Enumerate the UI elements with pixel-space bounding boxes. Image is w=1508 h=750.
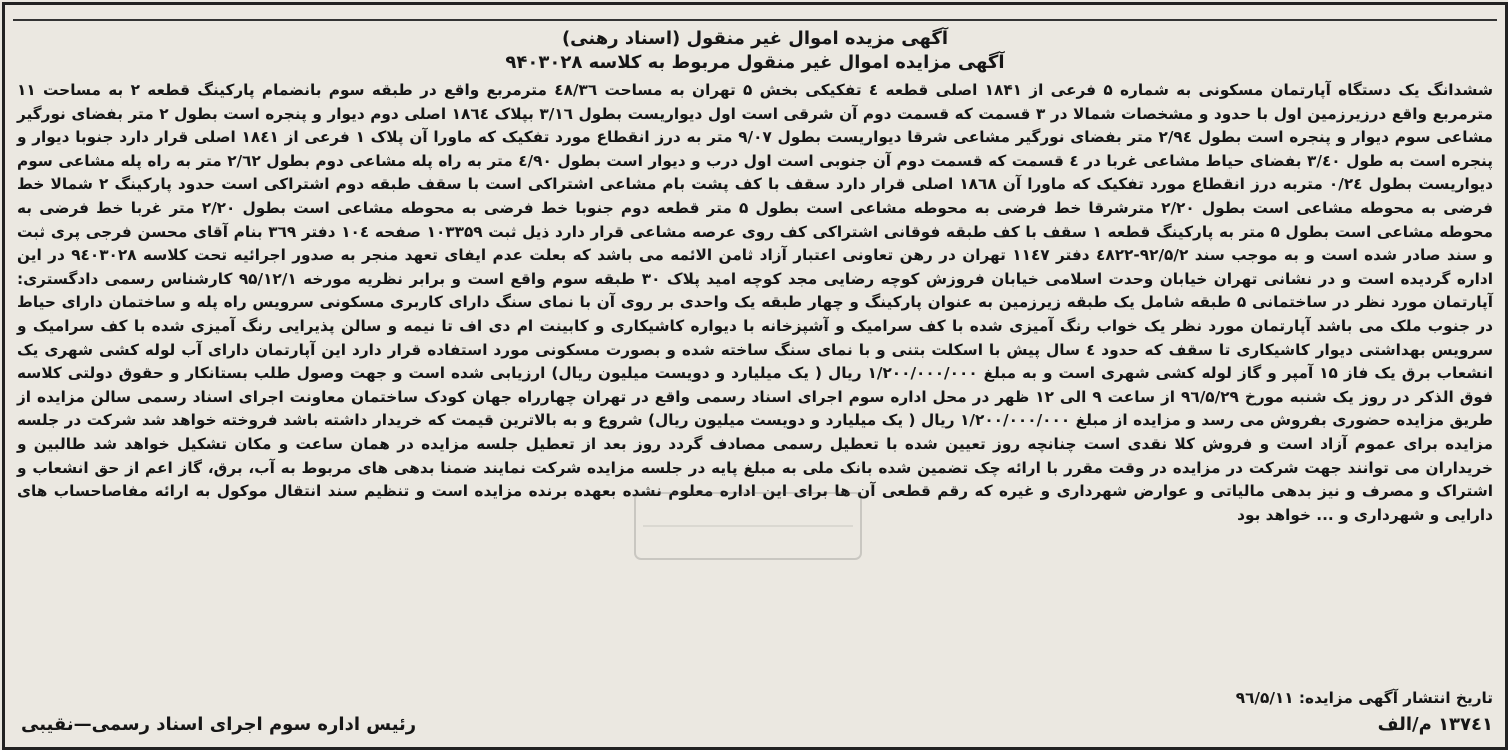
notice-body	[13, 19, 1497, 741]
notice-footer	[13, 689, 1497, 735]
notice-subtitle: آگهی مزایده اموال غیر منقول مربوط به کلاسه ۹۴۰۳۰۲۸	[505, 52, 1005, 73]
notice-paragraph: ششدانگ یک دستگاه آپارتمان مسکونی به شماره ۵ فرعی از ۱۸۴۱ اصلی قطعه ٤ تفکیکی بخش ۵ تهران به مساحت ٤۸/۳٦ مترمربع واقع در طبقه سوم بانضمام پارکینگ قطعه ۲ به مساحت ۱۱ مترمربع واقع درزیرزمین اول با حدود و مشخصات شمالا در ۳ قسمت که قسمت دوم آن شرقی است اول دیواریست بطول ۳/۱٦ بپلاک ۱۸٦٤ اصلی دوم دیوار و پنجره است بطول ۲ متر بفضای نورگیر مشاعی سوم دیوار و پنجره است بطول ۲/۹٤ متر بفضای نورگیر مشاعی شرقا دیواریست بطول ۹/۰۷ متر به درز انقطاع مورد تفکیک که ماورا آن پلاک ۱ فرعی از ۱۸٤۱ اصلی قرار دارد جنوبا دیوار و پنجره است به طول ۳/٤۰ بفضای حیاط مشاعی غربا در ٤ قسمت که قسمت دوم آن جنوبی است اول درب و دیوار است بطول ٤/۹۰ متر به راه پله مشاعی دوم بطول ۲/٦۲ متر به راه پله مشاعی سوم دیواریست بطول ۰/۲٤ متربه درز انقطاع مورد تفکیک که ماورا آن ۱۸٦۸ اصلی قرار دارد سقف با کف پشت بام مشاعی اشتراکی است با سقف طبقه دوم اشتراکی است حدود پارکینگ ۲ شمالا خط فرضی به محوطه مشاعی است بطول ۲/۲۰ مترشرقا خط فرضی به محوطه مشاعی است بطول ۵ متر قطعه دوم جنوبا خط فرضی به محوطه مشاعی است بطول ۲/۲۰ متر غربا خط فرضی به محوطه مشاعی است بطول ۵ متر به پارکینگ قطعه ۱ سقف با کف طبقه فوقانی اشتراکی کف روی عرصه مشاعی قرار دارد ذیل ثبت ۱۰۳۳۵۹ صفحه ۱۰٤ دفتر ۳٦۹ بنام آقای محسن فرجی پری ثبت و سند صادر شده است و به موجب سند ۹۲/۵/۲-٤۸۲۲ دفتر ۱۱٤۷ تهران در رهن تعاونی اعتبار آزاد ثامن الائمه می باشد که بعلت عدم ایفای تعهد منجر به صدور اجرائیه تحت کلاسه ۹٤۰۳۰۲۸ در این اداره گردیده است و در نشانی تهران خیابان وحدت اسلامی خیابان فروزش کوچه رضایی مجد کوچه امید پلاک ۳۰ طبقه سوم واقع است و برابر نظریه مورخه ۹۵/۱۲/۱ کارشناس رسمی دادگستری: آپارتمان مورد نظر در ساختمانی ۵ طبقه شامل یک طبقه زیرزمین به عنوان پارکینگ و چهار طبقه یک واحدی بر روی آن با نمای سنگ دارای کاربری مسکونی سرویس راه پله و ساختمان دارای حیاط در جنوب ملک می باشد آپارتمان مورد نظر یک خواب رنگ آمیزی شده با کف سرامیک و آشپزخانه با دیواره کاشیکاری و کابینت ام دی اف تا نیمه و سالن پذیرایی رنگ آمیزی شده با کف سرامیک و سرویس بهداشتی دیوار کاشیکاری تا سقف که حدود ٤ سال پیش با اسکلت بتنی و با نمای سنگ ساخته شده و بصورت مسکونی مورد استفاده قرار دارد این آپارتمان دارای آب لوله کشی شهری یک انشعاب برق یک فاز ۱۵ آمپر و گاز لوله کشی شهری است و به مبلغ ۱/۲۰۰/۰۰۰/۰۰۰ ریال ( یک میلیارد و دویست میلیون ریال) ارزیابی شده است و جهت وصول طلب بستانکار و حقوق دولتی کلاسه فوق الذکر در روز یک شنبه مورخ ۹٦/۵/۲۹ از ساعت ۹ الی ۱۲ ظهر در محل اداره سوم اجرای اسناد رسمی واقع در تهران چهارراه جهان کودک ساختمان معاونت اجرای اسناد رسمی سالن مزایده از طریق مزایده حضوری بفروش می رسد و مزایده از مبلغ ۱/۲۰۰/۰۰۰/۰۰۰ ریال ( یک میلیارد و دویست میلیون ریال) شروع و به بالاترین قیمت که خریدار داشته باشد فروخته خواهد شد شرکت در جلسه مزایده برای عموم آزاد است و فروش کلا نقدی است چنانچه روز تعیین شده با تعطیل رسمی مصادف گردد روز بعد از تعطیل جلسه مزایده در همان ساعت و مکان تشکیل خواهد شد طالبین و خریداران می توانند جهت شرکت در مزایده در وقت مقرر با ارائه چک تضمین شده بانک ملی به مبلغ پایه در جلسه مزایده شرکت نمایند ضمنا بدهی های مربوط به آب، برق، گاز اعم از حق انشعاب و اشتراک و مصرف و نیز بدهی مالیاتی و عوارض شهرداری و غیره که رقم قطعی آن ها برای این اداره معلوم نشده بعهده برنده مزایده است و تنظیم سند انتقال موکول به ارائه مفاصاحساب های دارایی و شهرداری و ... خواهد بود	[17, 81, 1494, 524]
notice-text	[13, 79, 1497, 527]
notice-frame	[2, 2, 1508, 750]
signer: رئیس اداره سوم اجرای اسناد رسمی—نقیبی	[21, 714, 417, 735]
publication-date: تاریخ انتشار آگهی مزایده: ۹٦/۵/۱۱	[1235, 689, 1493, 707]
notice-title: آگهی مزیده اموال غیر منقول (اسناد رهنی)	[561, 28, 949, 49]
notice-header	[13, 27, 1497, 75]
reference-number: ۱۳۷٤۱ م/الف	[1377, 714, 1493, 735]
